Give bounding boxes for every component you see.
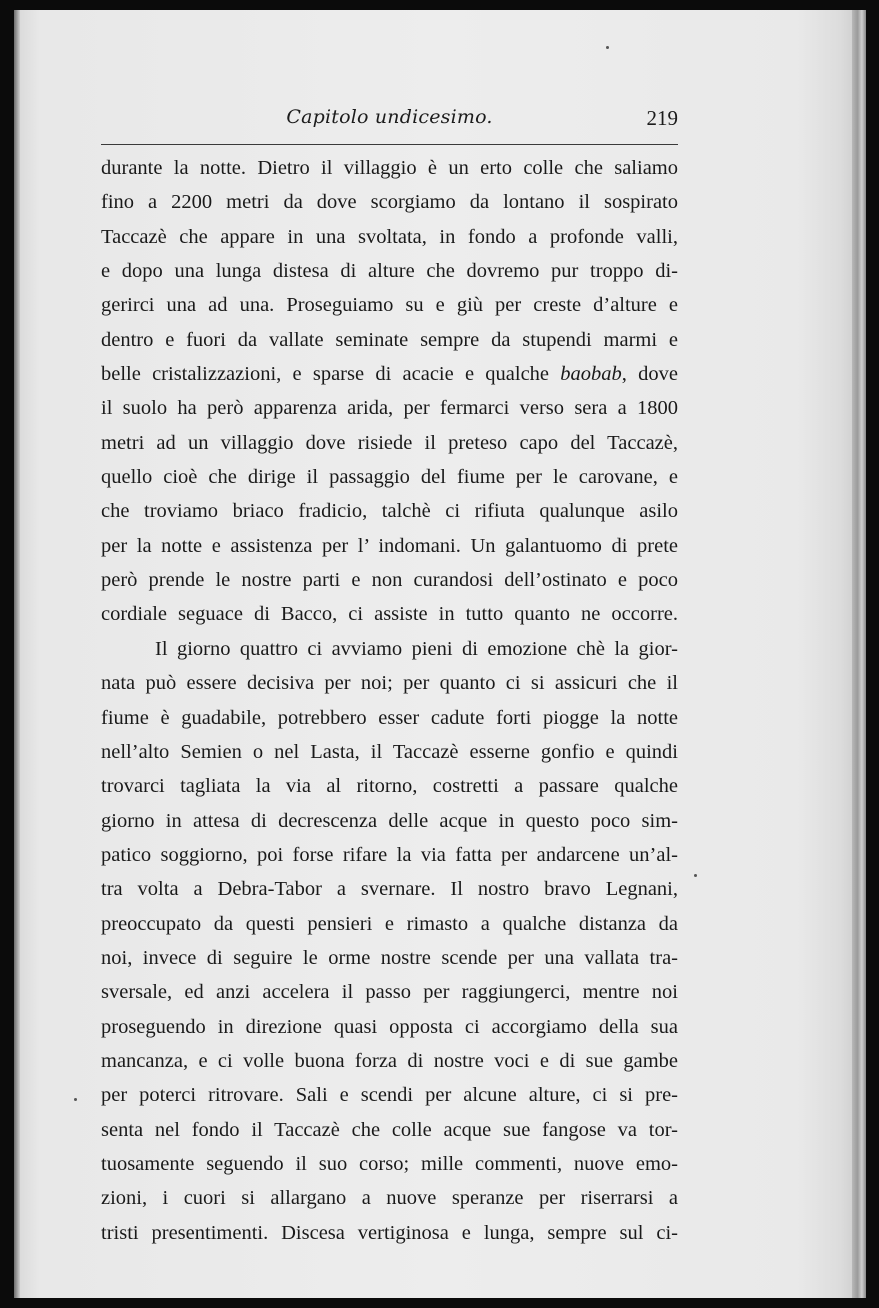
text-line — [101, 357, 678, 391]
text-line: metri ad un villaggio dove risiede il preteso capo del Taccazè, — [101, 431, 678, 454]
text-line: Taccazè che appare in una svoltata, in fondo a profonde valli, — [101, 225, 678, 248]
text-line: tuosamente seguendo il suo corso; mille commenti, nuove emo- — [101, 1152, 678, 1175]
text-line: che troviamo briaco fradicio, talchè ci rifiuta qualunque asilo — [101, 500, 678, 523]
text-line: preoccupato da questi pensieri e rimasto a qualche distanza da — [101, 912, 678, 935]
text-line: patico soggiorno, poi forse rifare la via fatta per andarcene un’al- — [101, 843, 678, 866]
text-line: gerirci una ad una. Proseguiamo su e giù per creste d’alture e — [101, 294, 678, 317]
page-right-edge — [852, 10, 866, 1298]
text-line: proseguendo in direzione quasi opposta ci accorgiamo della sua — [101, 1015, 678, 1038]
text-line: quello cioè che dirige il passaggio del fiume per le carovane, e — [101, 466, 678, 489]
running-header — [101, 100, 678, 130]
text-line: zioni, i cuori si allargano a nuove speranze per riserrarsi a — [101, 1187, 678, 1210]
text-line: mancanza, e ci volle buona forza di nostre voci e di sue gambe — [101, 1049, 678, 1072]
running-title: Capitolo undicesimo. — [286, 106, 493, 128]
text-line: senta nel fondo il Taccazè che colle acque sue fangose va tor- — [101, 1118, 678, 1141]
text-line: giorno in attesa di decrescenza delle acque in questo poco sim- — [101, 809, 678, 832]
header-rule — [101, 144, 678, 145]
body-text — [101, 151, 678, 1250]
text-line-segment: belle cristalizzazioni, e sparse di acacie e qualche — [101, 363, 561, 386]
text-line: il suolo ha però apparenza arida, per fermarci verso sera a 1800 — [101, 397, 678, 420]
text-line: noi, invece di seguire le orme nostre scende per una vallata tra- — [101, 946, 678, 969]
text-line: nata può essere decisiva per noi; per quanto ci si assicuri che il — [101, 672, 678, 695]
text-line: tra volta a Debra-Tabor a svernare. Il nostro bravo Legnani, — [101, 878, 678, 901]
text-line: sversale, ed anzi accelera il passo per raggiungerci, mentre noi — [101, 981, 678, 1004]
paper-speck — [606, 46, 609, 49]
text-line: durante la notte. Dietro il villaggio è un erto colle che saliamo — [101, 157, 678, 179]
text-line: però prende le nostre parti e non curandosi dell’ostinato e poco — [101, 569, 678, 592]
paper-speck — [74, 1098, 77, 1101]
text-line: per la notte e assistenza per l’ indomani. Un galantuomo di prete — [101, 534, 678, 557]
text-line: cordiale seguace di Bacco, ci assiste in tutto quanto ne occorre. — [101, 603, 678, 626]
page-left-edge — [14, 10, 20, 1298]
text-line-segment: , dove — [621, 363, 678, 386]
text-line: per poterci ritrovare. Sali e scendi per alcune alture, ci si pre- — [101, 1084, 678, 1107]
text-line: e dopo una lunga distesa di alture che dovremo pur troppo di- — [101, 260, 678, 283]
text-line: fiume è guadabile, potrebbero esser cadute forti piogge la notte — [101, 706, 678, 729]
text-line: fino a 2200 metri da dove scorgiamo da lontano il sospirato — [101, 191, 678, 214]
text-line: dentro e fuori da vallate seminate sempre da stupendi marmi e — [101, 328, 678, 351]
text-line: trovarci tagliata la via al ritorno, costretti a passare qualche — [101, 775, 678, 798]
text-line: tristi presentimenti. Discesa vertiginosa e lunga, sempre sul ci- — [101, 1221, 678, 1244]
text-line: nell’alto Semien o nel Lasta, il Taccazè esserne gonfio e quindi — [101, 740, 678, 763]
paper-speck — [694, 874, 697, 877]
page-number: 219 — [646, 106, 678, 130]
text-line: Il giorno quattro ci avviamo pieni di emozione chè la gior- — [155, 637, 678, 660]
italic-term: baobab — [560, 363, 622, 386]
